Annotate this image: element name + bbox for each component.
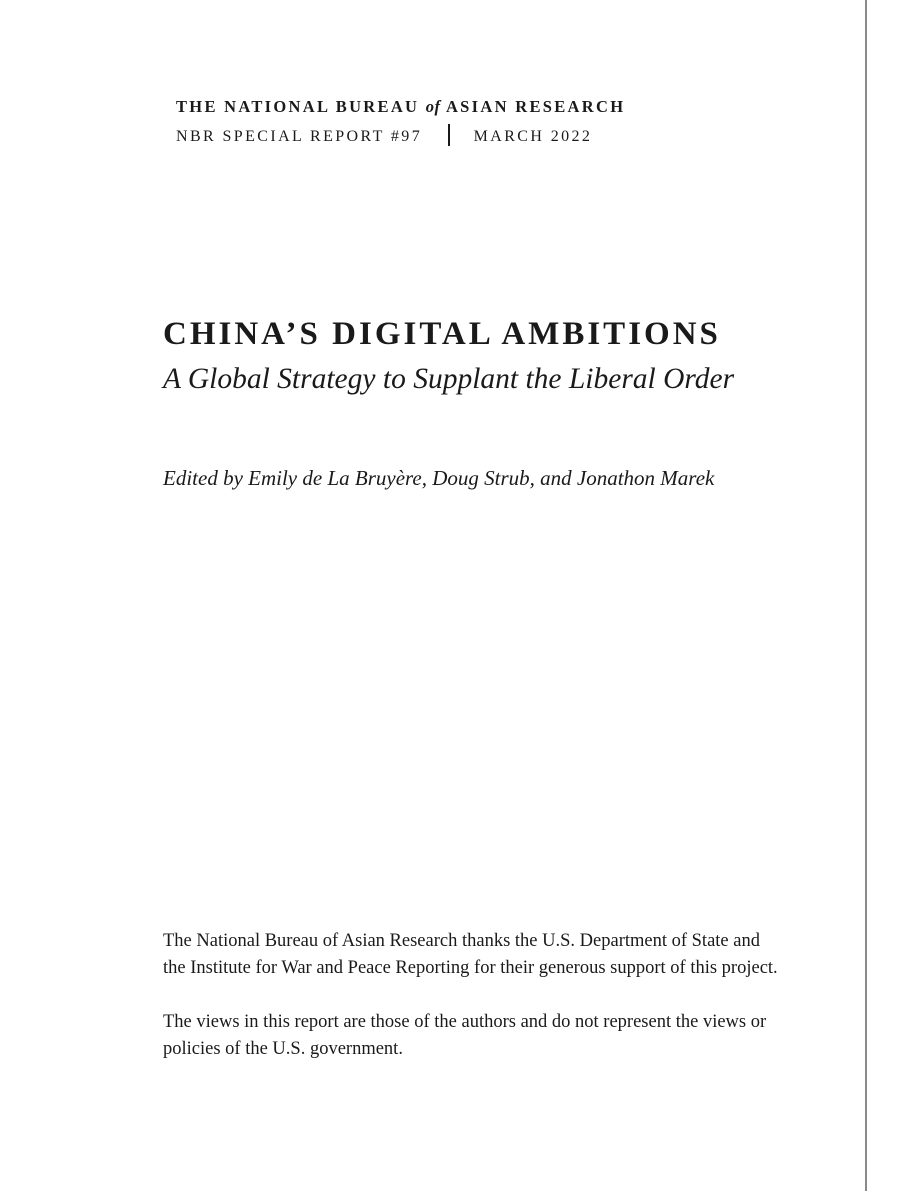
report-subtitle: A Global Strategy to Supplant the Liberal Order	[163, 363, 735, 395]
acknowledgment-paragraph: The National Bureau of Asian Research thanks the U.S. Department of State and the Institute for War and Peace Reporting for their generous support of this project.	[163, 931, 778, 978]
report-date: MARCH 2022	[473, 128, 593, 145]
page-edge-divider	[865, 0, 867, 1191]
vertical-separator	[448, 124, 450, 146]
org-name-start: THE NATIONAL BUREAU	[176, 97, 420, 116]
org-name-end: ASIAN RESEARCH	[445, 97, 626, 116]
report-info	[176, 126, 796, 148]
disclaimer-paragraph: The views in this report are those of the authors and do not represent the views or policies of the U.S. government.	[163, 1012, 767, 1059]
organization-name	[176, 96, 796, 118]
title-block	[163, 314, 843, 398]
masthead	[176, 96, 796, 148]
editors-line: Edited by Emily de La Bruyère, Doug Strub, and Jonathon Marek	[163, 466, 715, 490]
report-title: CHINA’S DIGITAL AMBITIONS	[163, 316, 721, 352]
notes-block	[163, 928, 783, 1090]
org-name-of: of	[425, 97, 441, 116]
report-number: NBR SPECIAL REPORT #97	[176, 128, 423, 145]
